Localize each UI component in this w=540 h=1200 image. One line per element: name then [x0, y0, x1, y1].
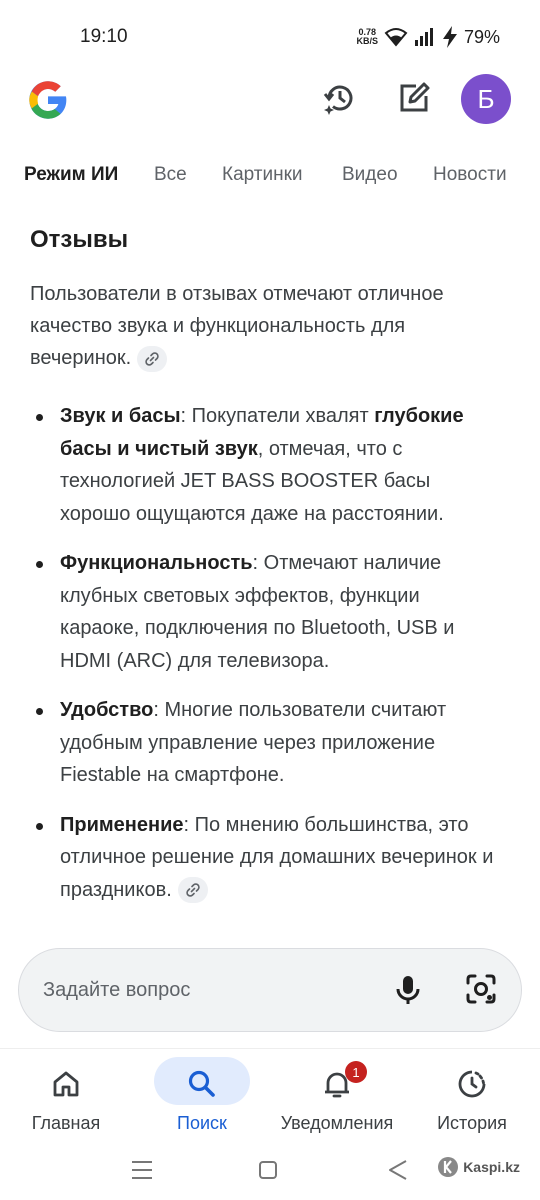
- list-item: [30, 547, 500, 677]
- section-heading: Отзывы: [30, 226, 129, 253]
- wifi-icon: [384, 27, 408, 47]
- edit-button[interactable]: [394, 78, 434, 118]
- signal-icon: [414, 27, 436, 47]
- intro-paragraph: [30, 278, 500, 374]
- home-button-icon[interactable]: [254, 1156, 282, 1184]
- nav-search-label: Поиск: [177, 1113, 227, 1133]
- mic-icon[interactable]: [391, 973, 425, 1007]
- charging-icon: [442, 26, 458, 48]
- history-icon: [455, 1067, 489, 1101]
- list-item: [30, 809, 500, 907]
- nav-notifications[interactable]: [277, 1049, 397, 1141]
- network-speed-unit: KB/S: [356, 36, 378, 46]
- bottom-navigation: [0, 1048, 540, 1140]
- bullet-text: : Покупатели хвалят: [180, 405, 375, 427]
- history-ai-button[interactable]: [320, 78, 360, 118]
- tab-news[interactable]: Новости: [433, 164, 507, 185]
- network-speed-value: 0.78: [358, 27, 376, 37]
- list-item: [30, 400, 500, 530]
- tab-ai-mode[interactable]: Режим ИИ: [24, 164, 119, 185]
- recents-icon[interactable]: [128, 1156, 156, 1184]
- nav-history[interactable]: [412, 1049, 532, 1141]
- avatar-letter: Б: [477, 83, 495, 114]
- nav-home[interactable]: [6, 1049, 126, 1141]
- nav-history-label: История: [437, 1113, 507, 1133]
- ask-input[interactable]: Задайте вопрос: [43, 979, 191, 1001]
- bullet-text: , отмечая, что с технологией JET BASS BOOSTER басы хорошо ощущаются даже на расстоянии.: [60, 437, 444, 525]
- tab-all[interactable]: Все: [154, 164, 187, 185]
- link-icon: [185, 882, 201, 898]
- review-list: [30, 400, 500, 906]
- ai-answer: [30, 222, 500, 923]
- source-link-button[interactable]: [137, 346, 167, 372]
- bullet-text: : Отмечают наличие клубных световых эффектов, функции караоке, подключения по Bluetooth, USB и HDMI (ARC) для телевизора.: [60, 552, 455, 672]
- tab-video[interactable]: Видео: [342, 164, 398, 185]
- tab-images[interactable]: Картинки: [222, 164, 303, 185]
- avatar[interactable]: [461, 74, 511, 124]
- system-navigation: [0, 1140, 540, 1200]
- nav-home-label: Главная: [31, 1113, 101, 1133]
- kaspi-logo-icon: [437, 1156, 459, 1178]
- bullet-title: Удобство: [60, 699, 154, 721]
- bullet-text: : По мнению большинства, это отличное решение для домашних вечеринок и праздников.: [60, 813, 494, 901]
- nav-notifications-label: Уведомления: [280, 1113, 394, 1133]
- watermark: [437, 1156, 520, 1178]
- status-time: 19:10: [80, 26, 128, 47]
- list-item: [30, 694, 500, 792]
- source-link-button[interactable]: [178, 877, 208, 903]
- battery-level: 79%: [463, 26, 500, 47]
- notification-badge: 1: [345, 1061, 367, 1083]
- search-icon: [185, 1067, 219, 1101]
- network-speed: [356, 28, 378, 46]
- bullet-title: Применение: [60, 813, 184, 836]
- link-icon: [144, 351, 160, 367]
- search-tabs: [0, 160, 540, 196]
- edit-icon: [396, 80, 432, 116]
- google-logo[interactable]: [26, 78, 70, 122]
- app-header: [0, 72, 540, 136]
- back-icon[interactable]: [384, 1156, 412, 1184]
- bullet-bold: глубокие басы и чистый звук: [60, 405, 464, 460]
- status-bar: [0, 0, 540, 72]
- home-icon: [49, 1067, 83, 1101]
- intro-text: Пользователи в отзывах отмечают отличное качество звука и функциональность для вечеринок.: [30, 283, 444, 369]
- bullet-title: Звук и басы: [60, 405, 181, 427]
- lens-icon[interactable]: [463, 971, 499, 1007]
- watermark-text: Kaspi.kz: [463, 1159, 520, 1175]
- status-icons: [356, 24, 500, 50]
- history-ai-icon: [321, 79, 359, 117]
- ask-input-bar[interactable]: [18, 948, 522, 1032]
- bullet-title: Функциональность: [60, 552, 253, 574]
- bullet-text: : Многие пользователи считают удобным управление через приложение Fiestable на смартфоне.: [60, 699, 447, 786]
- nav-search[interactable]: [142, 1049, 262, 1141]
